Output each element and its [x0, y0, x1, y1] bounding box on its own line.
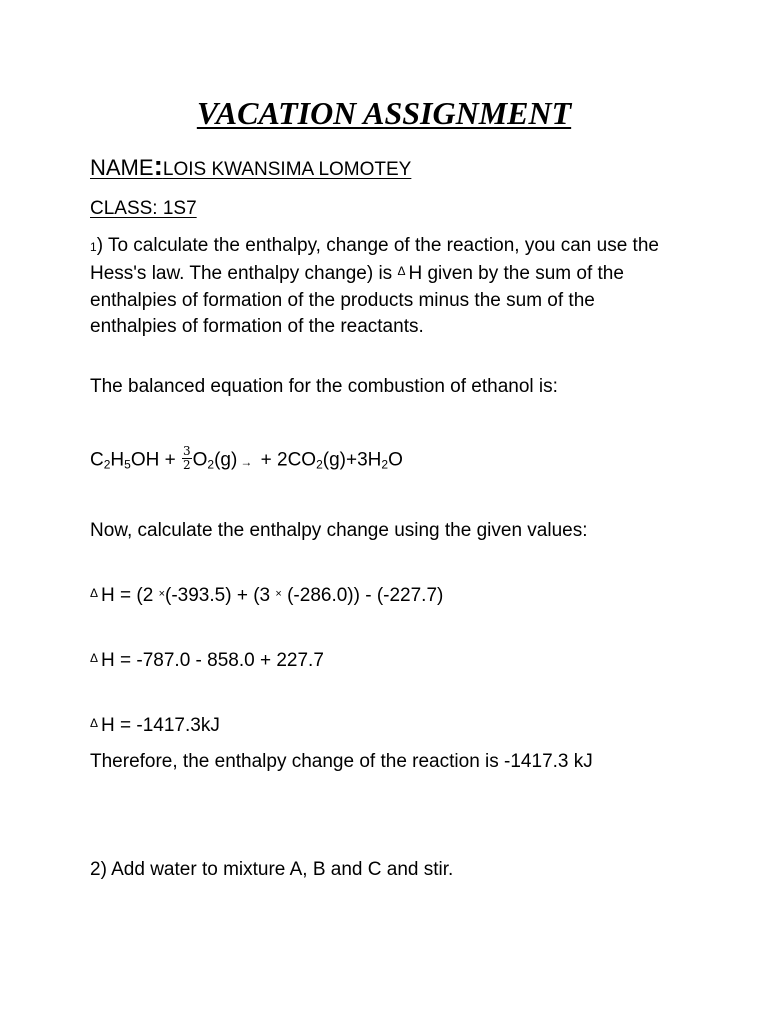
eq-h2-sub: 2: [381, 457, 389, 472]
delta-symbol: Δ: [90, 586, 99, 600]
question-1-text-start: ) To calculate the enthalpy, change of the reaction, you can use the Hess's law. The enthalpy change) is: [90, 235, 659, 284]
conclusion-line: Therefore, the enthalpy change of the reaction is -1417.3 kJ: [90, 751, 593, 772]
eq-fraction-numerator: 3: [183, 444, 191, 458]
calc1-part2: (-393.5) + (3: [165, 585, 276, 606]
calc2-text: H = -787.0 - 858.0 + 227.7: [101, 650, 324, 671]
name-value: LOIS KWANSIMA LOMOTEY: [162, 159, 412, 180]
name-label: NAME: [90, 155, 154, 180]
chemical-equation: [90, 444, 403, 478]
calculation-line-1: [90, 583, 443, 611]
eq-h: H: [110, 449, 125, 471]
calc1-part3: (-286.0)) - (-227.7): [281, 585, 444, 606]
question-1-number: 1: [90, 240, 97, 254]
eq-o-sub: 2: [207, 457, 215, 472]
balanced-intro: The balanced equation for the combustion of ethanol is:: [90, 376, 558, 397]
class-line: CLASS: 1S7: [90, 198, 197, 219]
calculation-line-2: [90, 648, 324, 675]
calculation-line-3: [90, 713, 220, 740]
times-symbol: ×: [158, 588, 166, 600]
eq-h-sub: 5: [124, 457, 131, 472]
name-line: [90, 150, 412, 183]
eq-c-sub: 2: [103, 457, 111, 472]
eq-plus-2co: + 2CO: [255, 449, 317, 471]
calc3-text: H = -1417.3kJ: [101, 715, 220, 736]
delta-symbol: Δ: [90, 716, 99, 730]
reaction-arrow-icon: →: [240, 454, 253, 469]
eq-gas-state: (g): [214, 449, 238, 471]
delta-symbol: Δ: [397, 263, 406, 278]
eq-oh-plus: OH +: [130, 449, 181, 471]
eq-fraction: [182, 445, 192, 472]
now-calculate-line: Now, calculate the enthalpy change using the given values:: [90, 520, 588, 541]
eq-o-end: O: [388, 449, 403, 471]
question-1-paragraph: [90, 233, 670, 339]
eq-gas-plus-3h: (g)+3H: [322, 449, 382, 471]
eq-c: C: [90, 449, 104, 471]
times-symbol: ×: [275, 588, 282, 600]
question-2-line: 2) Add water to mixture A, B and C and stir.: [90, 859, 454, 880]
page-title: VACATION ASSIGNMENT: [196, 95, 572, 131]
eq-fraction-denominator: 2: [183, 458, 191, 472]
eq-o: O: [192, 449, 208, 471]
calc1-part1: H = (2: [101, 585, 159, 606]
name-colon: :: [153, 150, 163, 181]
question-1-text-end: H given by the sum of the enthalpies of formation of the products minus the sum of the enthalpies of formation of the reactants.: [90, 262, 624, 337]
eq-co-sub: 2: [316, 457, 323, 472]
delta-symbol: Δ: [90, 651, 99, 665]
